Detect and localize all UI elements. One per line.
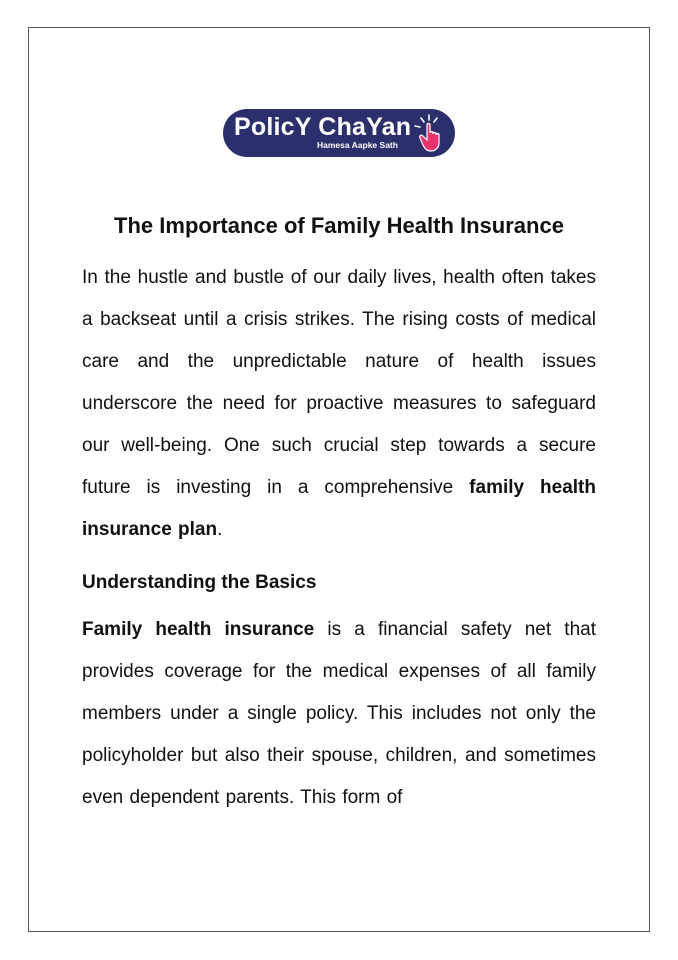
pointer-hand-icon <box>411 113 451 153</box>
logo-tagline: Hamesa Aapke Sath <box>317 140 398 150</box>
intro-paragraph <box>82 257 596 551</box>
basics-bold-phrase: Family health insurance <box>82 619 315 640</box>
logo-brand-name: PolicY ChaYan <box>234 113 412 141</box>
section-heading: Understanding the Basics <box>82 572 317 593</box>
intro-text-end: . <box>217 519 223 540</box>
page-title: The Importance of Family Health Insurance <box>114 213 564 238</box>
intro-text: In the hustle and bustle of our daily lives, health often takes a backseat until a crisis strikes. The rising costs of medical care and the unpredictable nature of health issues underscore the need for proactive measures to safeguard our well-being. One such crucial step towards a secure future is investing in a comprehensive <box>82 267 596 498</box>
policy-chayan-logo <box>223 109 455 157</box>
basics-text: is a financial safety net that provides coverage for the medical expenses of all family members under a single policy. This includes not only the policyholder but also their spouse, children, and sometimes even dependent parents. This form of <box>82 619 596 808</box>
intro-bold-phrase: family health insurance plan <box>82 477 596 540</box>
basics-paragraph <box>82 609 596 819</box>
